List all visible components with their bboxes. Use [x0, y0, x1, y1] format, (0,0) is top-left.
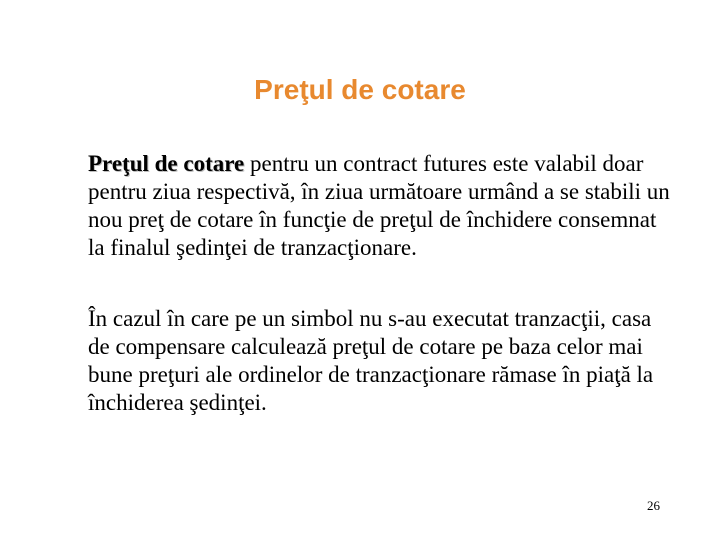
- slide-title: Preţul de cotare: [254, 74, 466, 105]
- page-number: 26: [647, 498, 660, 513]
- defined-term: Preţul de cotare: [88, 151, 245, 176]
- definition-text: pentru un contract futures este valabil doar pentru ziua respectivă, în ziua următoare urmând a se stabili un nou preţ de cotare în funcţie de preţul de închidere consemnat la finalul şedinţei de tranzacţionare.: [88, 151, 670, 260]
- paragraph-no-trades: În cazul în care pe un simbol nu s-au executat tranzacţii, casa de compensare calculează preţul de cotare pe baza celor mai bune preţuri ale ordinelor de tranzacţionare rămase în piaţă la închiderea şedinţei.: [88, 306, 654, 415]
- paragraph-definition: [88, 150, 673, 262]
